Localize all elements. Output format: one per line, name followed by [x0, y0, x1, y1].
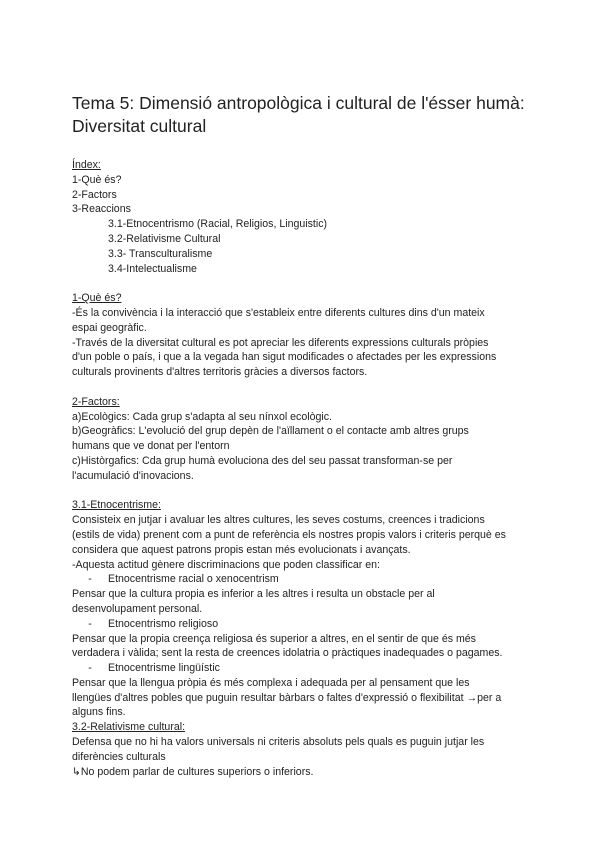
title-line-2: Diversitat cultural: [72, 116, 207, 136]
section-1-line: espai geogràfic.: [72, 321, 147, 334]
bullet-dash: -: [88, 573, 92, 586]
section-1-line: d'un poble o país, i que a la vegada han sigut modificades o afectades per les expressions: [72, 351, 497, 364]
section-3-1-line: considera que aquest patrons propis estan més evolucionats i avançats.: [72, 543, 411, 556]
index-section: [72, 158, 530, 276]
section-2: [72, 395, 530, 484]
bullet-title: Etnocentrismo religioso: [108, 617, 219, 630]
section-1-heading: 1-Què és?: [72, 292, 122, 305]
bullet-linguistic: [72, 661, 530, 676]
section-3-2-line: Defensa que no hi ha valors universals ni criteris absoluts pels quals es puguin jutjar les: [72, 736, 485, 749]
document-title: [72, 92, 530, 138]
section-2-line: c)Històrgafics: Cda grup humà evoluciona des del seu passat transforman-se per: [72, 454, 453, 467]
section-1-line: -És la convivència i la interacció que s'estableix entre diferents cultures dins d'un mateix: [72, 306, 485, 319]
section-1: [72, 291, 530, 380]
title-line-1: Tema 5: Dimensió antropològica i cultural de l'ésser humà:: [72, 93, 525, 113]
bullet-text: Pensar que la cultura propia es inferior a les altres i resulta un obstacle per al: [72, 588, 435, 601]
section-3-2-heading: 3.2-Relativisme cultural:: [72, 721, 186, 734]
index-subitem: 3.3- Transculturalisme: [108, 247, 213, 260]
section-2-line: l'acumulació d'inovacions.: [72, 469, 194, 482]
index-subitem: 3.2-Relativisme Cultural: [108, 232, 221, 245]
bullet-dash: -: [88, 617, 92, 630]
section-3-1: [72, 498, 530, 720]
section-2-line: a)Ecològics: Cada grup s'adapta al seu nínxol ecològic.: [72, 410, 332, 423]
section-3-1-line: (estils de vida) prenent com a punt de referència els nostres propis valors i criteris perquè es: [72, 528, 506, 541]
section-2-line: humans que ve donat per l'entorn: [72, 440, 230, 453]
bullet-text: verdadera i vàlida; sent la resta de creences idolatria o pràctiques inadequades o pagames.: [72, 647, 503, 660]
bullet-religious: [72, 617, 530, 632]
bullet-dash: -: [88, 662, 92, 675]
section-3-2-line: ↳No podem parlar de cultures superiors o inferiors.: [72, 765, 314, 778]
index-subitem: 3.4-Intelectualisme: [108, 262, 197, 275]
bullet-text: llengües d'altres pobles que puguin resultar bàrbars o faltes d'expressió o flexibilitat →per a: [72, 691, 502, 704]
bullet-text: desenvolupament personal.: [72, 602, 203, 615]
section-2-heading: 2-Factors:: [72, 395, 120, 408]
bullet-title: Etnocentrisme lingüístic: [108, 662, 220, 675]
bullet-title: Etnocentrisme racial o xenocentrism: [108, 573, 279, 586]
bullet-text: alguns fins.: [72, 706, 126, 719]
bullet-text: Pensar que la propia creença religiosa és superior a altres, en el sentir de que és més: [72, 632, 476, 645]
section-1-line: culturals provinents d'altres territoris gràcies a diversos factors.: [72, 366, 368, 379]
index-heading: Índex:: [72, 159, 101, 171]
index-item: 3-Reaccions: [72, 203, 131, 216]
index-subitem: 3.1-Etnocentrismo (Racial, Religios, Linguistic): [108, 218, 328, 231]
section-3-2-line: diferències culturals: [72, 750, 166, 763]
bullet-text: Pensar que la llengua pròpia és més complexa i adequada per al pensament que les: [72, 676, 470, 689]
section-1-line: -Través de la diversitat cultural es pot apreciar les diferents expressions culturals pròpies: [72, 336, 489, 349]
index-item: 2-Factors: [72, 188, 117, 201]
index-item: 1-Què és?: [72, 173, 122, 186]
section-3-1-line: Consisteix en jutjar i avaluar les altres cultures, les seves costums, creences i tradicions: [72, 514, 485, 527]
section-3-1-line: -Aquesta actitud gènere discriminacions que poden classificar en:: [72, 558, 380, 571]
bullet-racial: [72, 572, 530, 587]
section-3-2: [72, 720, 530, 779]
section-2-line: b)Geogràfics: L'evolució del grup depèn de l'aïllament o el contacte amb altres grups: [72, 425, 469, 438]
section-3-1-heading: 3.1-Etnocentrisme:: [72, 499, 161, 512]
